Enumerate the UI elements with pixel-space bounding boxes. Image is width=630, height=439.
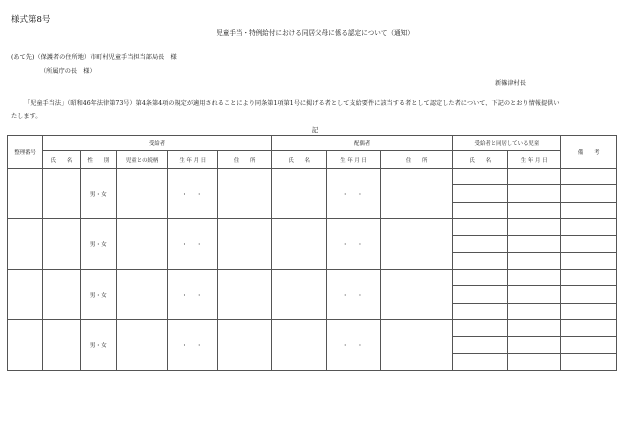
table-cell[interactable] bbox=[561, 303, 617, 319]
table-cell[interactable] bbox=[453, 219, 507, 235]
table-cell[interactable] bbox=[116, 320, 167, 371]
table-cell[interactable] bbox=[271, 169, 327, 219]
table-cell[interactable] bbox=[453, 185, 507, 203]
table-row bbox=[8, 269, 617, 285]
table-cell[interactable] bbox=[507, 303, 560, 319]
table-cell[interactable] bbox=[43, 269, 80, 319]
body-text-line-1: 「児童手当法」（昭和46年法律第73号）第4条第4項の規定が適用されることにより同条第1項第1号に掲げる者として支給要件に該当する者として認定した者について、下記のとおり情報提供い bbox=[24, 100, 560, 107]
table-cell[interactable] bbox=[507, 253, 560, 269]
table-cell[interactable] bbox=[218, 169, 271, 219]
gender-cell[interactable]: 男・女 bbox=[80, 219, 116, 269]
table-cell[interactable] bbox=[271, 320, 327, 371]
col-jukyusha-relationship: 児童との続柄 bbox=[116, 151, 167, 169]
col-jido-birthdate: 生 年 月 日 bbox=[507, 151, 560, 169]
table-cell[interactable] bbox=[561, 354, 617, 371]
table-cell[interactable] bbox=[453, 235, 507, 253]
table-cell[interactable] bbox=[561, 286, 617, 304]
table-cell[interactable] bbox=[43, 219, 80, 269]
table-row bbox=[8, 219, 617, 235]
col-jido-name: 氏 名 bbox=[453, 151, 507, 169]
table-cell[interactable] bbox=[218, 219, 271, 269]
table-cell[interactable] bbox=[561, 269, 617, 285]
table-cell[interactable] bbox=[561, 253, 617, 269]
form-number: 様式第8号 bbox=[11, 15, 51, 25]
body-text-line-2: たします。 bbox=[11, 113, 42, 120]
table-cell[interactable] bbox=[271, 219, 327, 269]
header-dokyo-jido: 受給者と同居している児童 bbox=[453, 136, 561, 151]
header-jukyusha: 受給者 bbox=[43, 136, 272, 151]
table-cell[interactable] bbox=[453, 354, 507, 371]
header-biko: 備 考 bbox=[561, 136, 617, 169]
table-cell[interactable] bbox=[561, 169, 617, 185]
table-cell[interactable] bbox=[507, 336, 560, 354]
col-jukyusha-gender: 性 別 bbox=[80, 151, 116, 169]
addressee-line-2: （所属庁の長 様） bbox=[40, 68, 96, 75]
table-cell[interactable] bbox=[380, 219, 453, 269]
table-cell[interactable] bbox=[507, 320, 560, 336]
table-cell[interactable] bbox=[8, 269, 43, 319]
document-title: 児童手当・特例給付における同居父母に係る認定について（通知） bbox=[216, 29, 414, 37]
table-cell[interactable] bbox=[507, 235, 560, 253]
table-cell[interactable] bbox=[561, 336, 617, 354]
table-cell[interactable] bbox=[8, 320, 43, 371]
table-cell[interactable] bbox=[43, 169, 80, 219]
table-cell[interactable] bbox=[8, 219, 43, 269]
col-haigusha-birthdate: 生 年 月 日 bbox=[327, 151, 380, 169]
table-cell[interactable] bbox=[380, 169, 453, 219]
table-cell[interactable] bbox=[561, 185, 617, 203]
table-cell[interactable] bbox=[507, 269, 560, 285]
table-cell[interactable] bbox=[507, 354, 560, 371]
table-cell[interactable] bbox=[453, 203, 507, 219]
gender-cell[interactable]: 男・女 bbox=[80, 169, 116, 219]
table-cell[interactable] bbox=[116, 169, 167, 219]
table-cell[interactable] bbox=[507, 286, 560, 304]
birthdate-cell[interactable]: ・ ・ bbox=[327, 169, 380, 219]
table-cell[interactable] bbox=[453, 253, 507, 269]
table-cell[interactable] bbox=[453, 303, 507, 319]
birthdate-cell[interactable]: ・ ・ bbox=[327, 320, 380, 371]
table-cell[interactable] bbox=[218, 320, 271, 371]
col-haigusha-address: 住 所 bbox=[380, 151, 453, 169]
table-cell[interactable] bbox=[43, 320, 80, 371]
table-cell[interactable] bbox=[8, 169, 43, 219]
table-cell[interactable] bbox=[453, 320, 507, 336]
header-haigusha: 配偶者 bbox=[271, 136, 453, 151]
birthdate-cell[interactable]: ・ ・ bbox=[168, 219, 218, 269]
table-cell[interactable] bbox=[380, 269, 453, 319]
col-jukyusha-name: 氏 名 bbox=[43, 151, 80, 169]
table-cell[interactable] bbox=[453, 169, 507, 185]
table-cell[interactable] bbox=[561, 219, 617, 235]
notification-table bbox=[7, 135, 617, 371]
gender-cell[interactable]: 男・女 bbox=[80, 269, 116, 319]
gender-cell[interactable]: 男・女 bbox=[80, 320, 116, 371]
table-cell[interactable] bbox=[507, 185, 560, 203]
header-seiri-bango: 整理番号 bbox=[8, 136, 43, 169]
table-cell[interactable] bbox=[380, 320, 453, 371]
col-jukyusha-birthdate: 生 年 月 日 bbox=[168, 151, 218, 169]
table-row bbox=[8, 169, 617, 185]
ki-heading: 記 bbox=[311, 126, 319, 134]
table-cell[interactable] bbox=[116, 269, 167, 319]
col-haigusha-name: 氏 名 bbox=[271, 151, 327, 169]
table-cell[interactable] bbox=[116, 219, 167, 269]
col-jukyusha-address: 住 所 bbox=[218, 151, 271, 169]
birthdate-cell[interactable]: ・ ・ bbox=[168, 269, 218, 319]
birthdate-cell[interactable]: ・ ・ bbox=[327, 219, 380, 269]
table-cell[interactable] bbox=[218, 269, 271, 319]
table-cell[interactable] bbox=[271, 269, 327, 319]
table-cell[interactable] bbox=[507, 203, 560, 219]
birthdate-cell[interactable]: ・ ・ bbox=[327, 269, 380, 319]
table-row bbox=[8, 320, 617, 336]
table-cell[interactable] bbox=[507, 219, 560, 235]
addressee-line-1: (あて先)（保護者の住所地）市町村児童手当担当部局長 様 bbox=[11, 54, 177, 61]
table-cell[interactable] bbox=[453, 269, 507, 285]
sender-name: 新篠津村長 bbox=[495, 80, 526, 87]
table-cell[interactable] bbox=[561, 320, 617, 336]
table-cell[interactable] bbox=[561, 203, 617, 219]
birthdate-cell[interactable]: ・ ・ bbox=[168, 169, 218, 219]
table-cell[interactable] bbox=[453, 286, 507, 304]
table-cell[interactable] bbox=[507, 169, 560, 185]
table-cell[interactable] bbox=[453, 336, 507, 354]
table-cell[interactable] bbox=[561, 235, 617, 253]
birthdate-cell[interactable]: ・ ・ bbox=[168, 320, 218, 371]
